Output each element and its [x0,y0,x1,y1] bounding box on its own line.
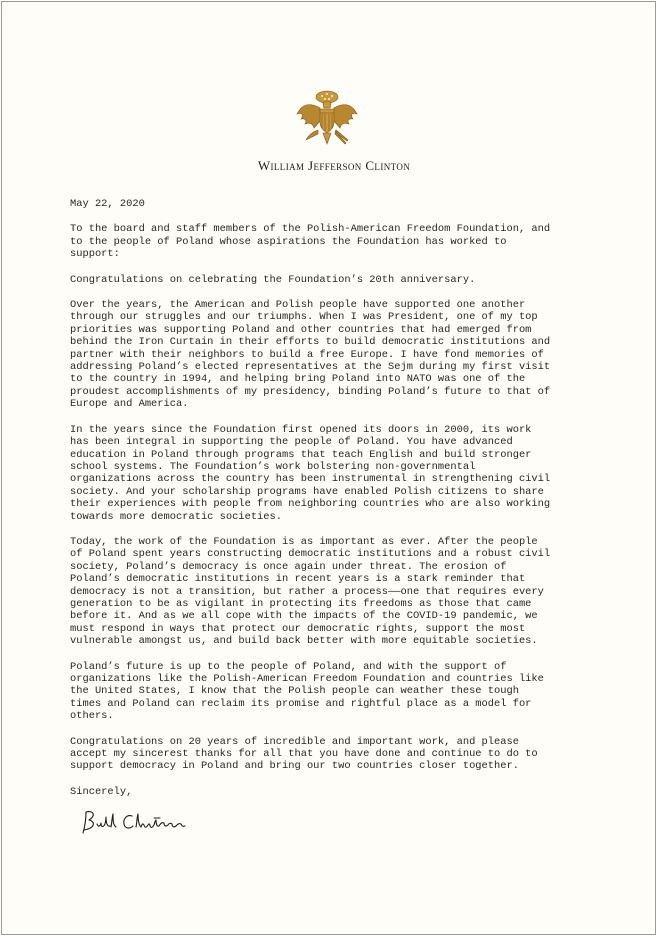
presidential-eagle-seal-icon [294,88,360,152]
letter-paragraph: Poland’s future is up to the people of Poland, and with the support of organizations like the Polish-American Freedom Foundation and countries like the United States, I know that the Polish people can weather these tough times and Poland can reclaim its promise and rightful place as a model for others. [70,660,544,723]
letter-salutation: To the board and staff members of the Polish-American Freedom Foundation, and to the people of Poland whose aspirations the Foundation has worked to support: [70,223,551,261]
letter-date: May 22, 2020 [70,198,145,210]
letter-paragraph: Congratulations on 20 years of incredible and important work, and please accept my sincerest thanks for all that you have done and continue to do to support democracy in Poland and bring our two countries closer together. [70,735,538,773]
letterhead-name [2,158,654,174]
letter-body [70,198,630,811]
letter-paragraph: In the years since the Foundation first opened its doors in 2000, its work has been integral in supporting the people of Poland. You have advanced education in Poland through programs that teach English and build stronger school systems. The Foundation’s work bolstering non-governmental organizations across the country has been instrumental in strengthening civil society. And your scholarship programs have enabled Polish citizens to share their experiences with people from neighboring countries who are also working towards more democratic societies. [70,423,551,523]
letter-paragraph: Congratulations on celebrating the Foundation’s 20th anniversary. [70,273,476,286]
letter-closing: Sincerely, [70,785,133,798]
letter-paragraph: Over the years, the American and Polish people have supported one another through our struggles and our triumphs. When I was President, one of my top priorities was supporting Poland and other countries that had emerged from behind the Iron Curtain in their efforts to build democratic institutions and partner with their neighbors to build a free Europe. I have fond memories of addressing Poland’s elected representatives at the Sejm during my first visit to the country in 1994, and helping bring Poland into NATO was one of the proudest accomplishments of my presidency, binding Poland’s future to that of Europe and America. [70,299,551,411]
letter-page [1,1,656,935]
letter-paragraph: Today, the work of the Foundation is as important as ever. After the people of Poland spent years constructing democratic institutions and a robust civil society, Poland’s democracy is once again under threat. The erosion of Poland’s democratic institutions in recent years is a stark reminder that democracy is not a transition, but rather a process——one that requires every generation to be as vigilant in protecting its freedoms as those that came before it. And as we all cope with the impacts of the COVID-19 pandemic, we must respond in ways that protect our democratic rights, support the most vulnerable amongst us, and build back better with more equitable societies. [70,535,551,648]
sender-name: William Jefferson Clinton [257,158,411,173]
handwritten-signature [80,808,190,836]
